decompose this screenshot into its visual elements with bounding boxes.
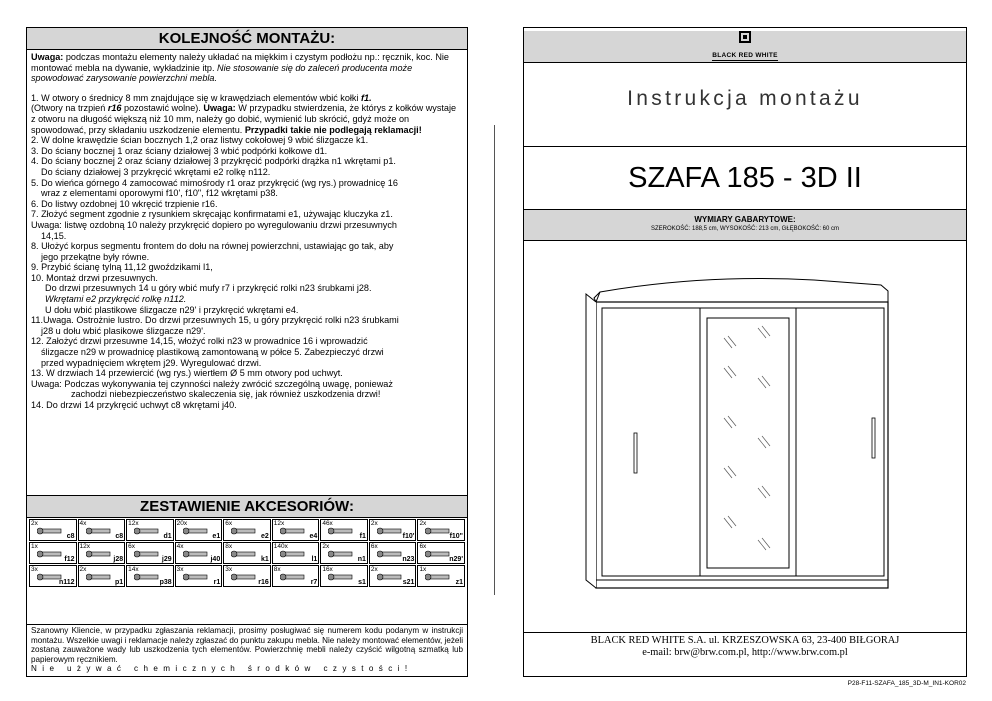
dimensions-title: WYMIARY GABARYTOWE: — [694, 215, 796, 224]
accessory-code: r7 — [310, 579, 318, 586]
accessory-quantity: 4x — [176, 543, 184, 550]
cover-page — [523, 27, 967, 677]
accessory-code: e2 — [260, 533, 269, 540]
step-7: 7. Złożyć segment zgodnie z rysunkiem skręcając konfirmatami e1, używając kluczyka z1. — [31, 209, 393, 220]
accessory-quantity: 12x — [273, 520, 285, 527]
dimensions-box — [524, 210, 966, 241]
accessory-item — [78, 542, 126, 564]
accessory-code: e4 — [309, 533, 318, 540]
hardware-part-icon — [231, 571, 261, 583]
hardware-part-icon — [183, 548, 213, 560]
accessory-code: j40 — [210, 556, 221, 563]
accessory-quantity: 14x — [128, 566, 139, 573]
accessory-code: s1 — [358, 579, 366, 586]
hardware-part-icon — [183, 525, 213, 537]
hardware-part-icon — [86, 525, 116, 537]
brand-logo — [524, 31, 966, 63]
accessory-quantity: 140x — [273, 543, 288, 550]
step-12b: ślizgacze n29 w prowadnicę plastikową zamontowaną w półce 5. Zabezpieczyć drzwi — [41, 347, 384, 358]
hardware-part-icon — [280, 571, 310, 583]
accessory-quantity: 3x — [176, 566, 184, 573]
accessory-item — [126, 542, 174, 564]
step-10b: Wkrętami e2 przykręcić rolkę n112. — [45, 294, 187, 305]
accessory-code: d1 — [163, 533, 172, 540]
step-5: 5. Do wieńca górnego 4 zamocować mimośrody r1 oraz przykręcić (wg rys.) prowadnicę 16 — [31, 177, 398, 188]
assembly-steps — [27, 50, 467, 495]
step-6: 6. Do listwy ozdobnej 10 wkręcić trzpienie r16. — [31, 198, 218, 209]
accessory-quantity: 2x — [419, 520, 427, 527]
step-5b: wraz z elementami oporowymi f10', f10", f12 wkrętami p38. — [41, 188, 278, 199]
accessory-item — [272, 519, 320, 541]
accessory-quantity: 8x — [225, 543, 233, 550]
accessory-code: r16 — [258, 579, 269, 586]
accessory-code: f12 — [64, 556, 75, 563]
note-paragraph: Uwaga: podczas montażu elementy należy układać na miękkim i czystym podłożu np.: ręcznik, koc. Nie montować mebla na dywanie, wykładzinie itp. Nie stosowanie się do zaleceń producenta może spowodować zarysowanie powierzchni mebla. — [31, 52, 449, 84]
accessory-quantity: 2x — [370, 566, 378, 573]
accessory-quantity: 12x — [128, 520, 139, 527]
step-9: 9. Przybić ścianę tylną 11,12 gwoździkami l1, — [31, 262, 213, 273]
hardware-part-icon — [280, 548, 310, 560]
note-2b: 14,15. — [41, 230, 67, 241]
accessory-code: s21 — [402, 579, 415, 586]
accessory-quantity: 12x — [79, 543, 91, 550]
accessory-quantity: 6x — [419, 543, 427, 550]
accessory-quantity: 2x — [322, 543, 330, 550]
cleaning-warning: Nie używać chemicznych środków czystości! — [31, 664, 413, 673]
accessory-item — [175, 542, 223, 564]
accessory-item — [417, 519, 465, 541]
accessory-item — [223, 565, 271, 587]
accessory-item — [417, 565, 465, 587]
step-12: 12. Założyć drzwi przesuwne 14,15, włożyć rolki n23 w prowadnice 16 i wprowadzić — [31, 336, 368, 347]
hardware-part-icon — [231, 548, 261, 560]
accessory-quantity: 1x — [31, 543, 38, 550]
step-14: 14. Do drzwi 14 przykręcić uchwyt c8 wkrętami j40. — [31, 400, 237, 410]
accessory-code: n112 — [58, 579, 75, 586]
accessory-item — [175, 519, 223, 541]
accessory-item — [78, 565, 126, 587]
accessory-code: c8 — [66, 533, 75, 540]
step-2: 2. W dolne krawędzie ścian bocznych 1,2 oraz listwy cokołowej 9 wbić ślizgacze k1. — [31, 135, 369, 146]
customer-notice — [27, 624, 467, 676]
step-12c: przed wypadnięciem wkrętem j29. Wyregulować drzwi. — [41, 357, 262, 368]
accessory-item — [29, 565, 77, 587]
note-2: Uwaga: listwę ozdobną 10 należy przykręcić dopiero po wyregulowaniu drzwi przesuwnych — [31, 219, 397, 230]
hardware-part-icon — [183, 571, 213, 583]
accessory-code: p1 — [114, 579, 124, 586]
step-4b: Do ściany działowej 3 przykręcić wkrętami e2 rolkę n112. — [41, 166, 271, 177]
accessory-item — [320, 519, 368, 541]
accessory-quantity: 2x — [79, 566, 87, 573]
accessory-code: n23 — [402, 556, 415, 563]
hardware-part-icon — [328, 571, 358, 583]
accessory-quantity: 8x — [273, 566, 281, 573]
step-10: 10. Montaż drzwi przesuwnych. — [31, 272, 158, 283]
step-10c: U dołu wbić plastikowe ślizgacze n29' i przykręcić wkrętami e4. — [45, 304, 299, 315]
hardware-part-icon — [37, 548, 67, 560]
hardware-part-icon — [37, 525, 67, 537]
step-8: 8. Ułożyć korpus segmentu frontem do dołu na równej powierzchni, ustawiając go tak, aby — [31, 241, 394, 252]
accessory-item — [126, 519, 174, 541]
accessory-code: n29' — [449, 556, 463, 563]
accessory-code: f1 — [359, 533, 366, 540]
accessory-item — [320, 565, 368, 587]
hardware-part-icon — [231, 525, 261, 537]
accessory-quantity: 6x — [128, 543, 135, 550]
accessory-item — [369, 519, 417, 541]
accessory-item — [272, 542, 320, 564]
accessory-item — [369, 565, 417, 587]
accessory-item — [78, 519, 126, 541]
accessory-quantity: 46x — [322, 520, 333, 527]
note-3: Uwaga: Podczas wykonywania tej czynności należy zwrócić szczególną uwagę, ponieważ — [31, 378, 393, 389]
accessories-heading: ZESTAWIENIE AKCESORIÓW: — [27, 495, 467, 518]
accessory-quantity: 3x — [31, 566, 38, 573]
accessory-code: l1 — [311, 556, 318, 563]
brand-name: BLACK RED WHITE — [712, 52, 778, 59]
manual-title: Instrukcja montażu — [524, 87, 966, 147]
accessory-code: j28 — [113, 556, 124, 563]
hardware-part-icon — [328, 548, 358, 560]
accessory-item — [175, 565, 223, 587]
accessory-quantity: 2x — [370, 520, 378, 527]
hardware-part-icon — [86, 548, 116, 560]
accessory-code: k1 — [260, 556, 269, 563]
step-10a: Do drzwi przesuwnych 14 u góry wbić mufy r7 i przykręcić rolki n23 śrubkami j28. — [45, 283, 372, 294]
accessory-item — [126, 565, 174, 587]
accessory-quantity: 4x — [79, 520, 87, 527]
accessory-item — [320, 542, 368, 564]
accessory-quantity: 6x — [225, 520, 233, 527]
hardware-part-icon — [134, 548, 164, 560]
accessories-grid — [27, 518, 467, 588]
hardware-part-icon — [280, 525, 310, 537]
accessory-item — [272, 565, 320, 587]
accessory-item — [369, 542, 417, 564]
assembly-instructions-page — [26, 27, 468, 677]
hardware-part-icon — [86, 571, 116, 583]
accessory-code: n1 — [357, 556, 366, 563]
hardware-part-icon — [134, 525, 164, 537]
accessory-code: p38 — [159, 579, 172, 586]
note-3b: zachodzi niebezpieczeństwo skaleczenia się, jak również uszkodzenia drzwi! — [71, 389, 381, 400]
step-8b: jego przekątne były równe. — [41, 251, 150, 262]
accessory-item — [29, 542, 77, 564]
accessory-code: e1 — [212, 533, 221, 540]
step-3: 3. Do ściany bocznej 1 oraz ściany działowej 3 wbić podpórki kołkowe d1. — [31, 145, 328, 156]
accessory-code: r1 — [213, 579, 221, 586]
accessory-code: f10" — [449, 533, 463, 540]
step-1: 1. W otwory o średnicy 8 mm znajdujące się w krawędziach elementów wbić kołki f1. (Otwory na trzpień r16 pozostawić wolne). Uwaga: W przypadku stwierdzenia, że którys z kołków wystaje z otworu na długość większą niż 10 mm, należy go dobić, wymienić lub skrócić, gdyż może on spowodować, przy składaniu uszkodzenie elementu. Przypadki takie nie podlegają reklamacji! — [31, 92, 457, 135]
accessory-quantity: 1x — [419, 566, 427, 573]
assembly-order-heading: KOLEJNOŚĆ MONTAŻU: — [27, 28, 467, 50]
fold-line — [494, 125, 495, 595]
company-address: BLACK RED WHITE S.A. ul. KRZESZOWSKA 63, 23-400 BIŁGORAJ — [590, 635, 900, 646]
step-4: 4. Do ściany bocznej 2 oraz ściany działowej 3 przykręcić podpórki drążka n1 wkrętami p1. — [31, 156, 396, 167]
customer-notice-text: Szanowny Kliencie, w przypadku zgłaszania reklamacji, prosimy posługiwać się numerem kodu podanym w instrukcji montażu. Wszelkie uwagi i reklamacje należy zgłaszać do punktu zakupu mebla. Nie należy montować elementów, jeżeli zostaną zauważone wady lub uszkodzenia tych elementów. Powierzchnię mebli należy czyścić wilgotną szmatką lub papierowym ręcznikiem. — [31, 626, 463, 664]
accessory-code: c8 — [115, 533, 124, 540]
product-name: SZAFA 185 - 3D II — [524, 147, 966, 210]
accessory-item — [29, 519, 77, 541]
wardrobe-illustration — [524, 268, 968, 608]
step-13: 13. W drzwiach 14 przewiercić (wg rys.) wiertłem Ø 5 mm otwory pod uchwyt. — [31, 368, 343, 379]
accessory-quantity: 3x — [225, 566, 233, 573]
accessory-item — [223, 519, 271, 541]
logo-square-icon — [739, 31, 751, 43]
accessory-code: j29 — [161, 556, 172, 563]
accessory-quantity: 20x — [176, 520, 188, 527]
dimensions-values: SZEROKOŚĆ: 188,5 cm, WYSOKOŚĆ: 213 cm, GŁĘBOKOŚĆ: 60 cm — [650, 226, 840, 232]
hardware-part-icon — [328, 525, 358, 537]
company-contact: e-mail: brw@brw.com.pl, http://www.brw.com.pl — [642, 647, 848, 658]
step-11b: j28 u dołu wbić plasikowe ślizgacze n29'. — [41, 325, 206, 336]
accessory-item — [417, 542, 465, 564]
document-code: P28-F11-SZAFA_185_3D-M_IN1-KOR02 — [847, 680, 966, 687]
accessory-quantity: 6x — [370, 543, 378, 550]
accessory-code: f10' — [402, 533, 415, 540]
accessory-item — [223, 542, 271, 564]
hardware-part-icon — [425, 571, 455, 583]
accessory-quantity: 2x — [31, 520, 38, 527]
accessory-quantity: 16x — [322, 566, 333, 573]
company-info — [524, 632, 966, 676]
step-11: 11.Uwaga. Ostrożnie lustro. Do drzwi przesuwnych 15, u góry przykręcić rolki n23 śrubkami — [31, 315, 399, 326]
accessory-code: z1 — [455, 579, 463, 586]
